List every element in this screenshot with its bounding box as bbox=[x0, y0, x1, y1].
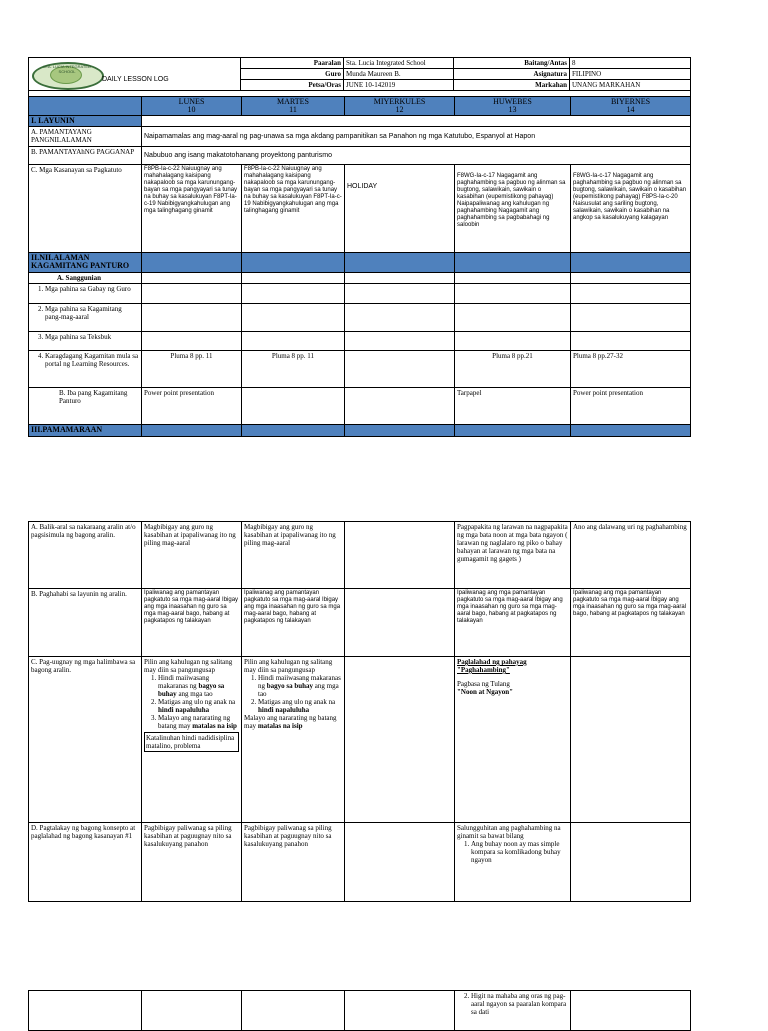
kasanayan-fri: F8WG-Ia-c-17 Nagagamit ang paghahambing sa pagbuo ng alinman sa bugtong, salawikain, sawikain o kasabihan (eupemistikong pahayag) F8PS-Ia-c-20 Naisusulat ang sariling bugtong, salawikain, sawikain o kasabihan na angkop sa kasalukuyang kalagayan bbox=[571, 165, 691, 253]
lesson-table-bottom bbox=[28, 990, 691, 1031]
paghahabi-label: B. Paghahabi sa layunin ng aralin. bbox=[29, 589, 142, 657]
balik-aral-mon: Magbibigay ang guro ng kasabihan at ipapaliwanag ito ng piling mag-aaral bbox=[142, 522, 242, 589]
item-emphasis: matalas na isip bbox=[257, 722, 303, 730]
empty-cell bbox=[242, 388, 345, 425]
pagtalakay-thu-cont bbox=[455, 991, 571, 1031]
empty-cell bbox=[571, 273, 691, 284]
pamantayang-pagganap-text: Nabubuo ang isang makatotohanang proyektong panturismo bbox=[142, 147, 691, 165]
empty-cell bbox=[345, 351, 455, 388]
empty-cell bbox=[345, 273, 455, 284]
item-text: ang mga tao bbox=[258, 682, 339, 698]
day-num: 12 bbox=[395, 105, 404, 114]
empty-cell bbox=[571, 284, 691, 304]
iba-pang-fri: Power point presentation bbox=[571, 388, 691, 425]
day-name: BIYERNES bbox=[610, 97, 651, 106]
nilalaman-heading: II.NILALAMAN KAGAMITANG PANTURO bbox=[29, 253, 142, 273]
empty-cell bbox=[345, 823, 455, 902]
pamamaraan-heading: III.PAMAMARAAN bbox=[29, 425, 142, 437]
kasanayan-wed: HOLIDAY bbox=[345, 165, 455, 253]
logo-cell bbox=[29, 58, 241, 91]
paaralan-label: Paaralan bbox=[241, 58, 344, 69]
item-emphasis: bagyo sa buhay bbox=[266, 682, 314, 690]
karagdagang-tue: Pluma 8 pp. 11 bbox=[242, 351, 345, 388]
empty-cell bbox=[571, 823, 691, 902]
balik-aral-thu: Pagpapakita ng larawan na nagpapakita ng mga bata noon at mga bata ngayon ( larawan ng naglalaro ng piko o bahay bahayan at larawan ng mga bata na gumagamit ng gagets ) bbox=[455, 522, 571, 589]
markahan-label: Markahan bbox=[454, 80, 570, 91]
empty-cell bbox=[455, 273, 571, 284]
markahan-value: UNANG MARKAHAN bbox=[570, 80, 691, 91]
empty-cell bbox=[29, 991, 142, 1031]
empty-cell bbox=[571, 304, 691, 332]
day-num: 13 bbox=[508, 105, 517, 114]
empty-cell bbox=[571, 991, 691, 1031]
gabay-guro-label bbox=[29, 284, 142, 304]
balik-aral-label: A. Balik-aral sa nakaraang aralin at/o pagsisimula ng bagong aralin. bbox=[29, 522, 142, 589]
iba-pang-kagamitan-label: B. Iba pang Kagamitang Panturo bbox=[29, 388, 142, 425]
empty-cell bbox=[345, 522, 455, 589]
pag-uugnay-line-3 bbox=[244, 714, 342, 730]
lesson-table-middle bbox=[28, 521, 691, 902]
pamantayang-nilalaman-label: A. PAMANTAYANG PANGNILALAMAN bbox=[29, 127, 142, 147]
baitang-value: 8 bbox=[570, 58, 691, 69]
sanggunian-label: A. Sanggunian bbox=[29, 273, 142, 284]
empty-cell bbox=[345, 284, 455, 304]
list-item: 4. Karagdagang Kagamitan mula sa portal ng Learning Resources. bbox=[45, 352, 139, 368]
pamamaraan-blank bbox=[455, 425, 571, 437]
pag-uugnay-label: C. Pag-uugnay ng mga halimbawa sa bagong aralin. bbox=[29, 657, 142, 823]
pag-uugnay-mon bbox=[142, 657, 242, 823]
list-item: 3. Mga pahina sa Teksbuk bbox=[45, 333, 139, 341]
empty-cell bbox=[242, 284, 345, 304]
day-header-fri bbox=[571, 97, 691, 116]
empty-cell bbox=[571, 657, 691, 823]
empty-cell bbox=[345, 304, 455, 332]
kasanayan-mon: F8PB-Ia-c-22 Naiuugnay ang mahahalagang kaisipang nakapaloob sa mga karunungang-bayan sa mga pangyayari sa tunay na buhay sa kasalukuyan F8PT-Ia-c-19 Nabibigyangkahulugan ang mga talinghagang ginamit bbox=[142, 165, 242, 253]
item-emphasis: hindi napaluluha bbox=[158, 706, 210, 714]
pamamaraan-blank bbox=[345, 425, 455, 437]
pamamaraan-blank bbox=[142, 425, 242, 437]
day-name: MIYERKULES bbox=[373, 97, 426, 106]
paglalahad-text: Paglalahad ng pahayag "Paghahambing" bbox=[457, 658, 527, 674]
empty-cell bbox=[571, 332, 691, 351]
empty-cell bbox=[455, 284, 571, 304]
iba-pang-mon: Power point presentation bbox=[142, 388, 242, 425]
empty-cell bbox=[455, 332, 571, 351]
empty-cell bbox=[345, 388, 455, 425]
school-logo-text: STA. LUCIA INTEGRATED SCHOOL bbox=[43, 64, 91, 74]
kasanayan-tue: F8PB-Ia-c-22 Naiuugnay ang mahahalagang kaisipang nakapaloob sa mga karunungang-bayan sa mga pangyayari sa tunay na buhay sa kasalukuyan F8PT-Ia-c-19 Nabibigyangkahulugan ang mga talinghagang ginamit bbox=[242, 165, 345, 253]
kasanayan-label: C. Mga Kasanayan sa Pagkatuto bbox=[29, 165, 142, 253]
empty-cell bbox=[142, 273, 242, 284]
list-item: 2. Higit na mahaba ang oras ng pag-aaral ngayon sa paaralan kompara sa dati bbox=[471, 992, 568, 1016]
day-header-thu bbox=[455, 97, 571, 116]
pamantayang-nilalaman-text: Naipamamalas ang mag-aaral ng pag-unawa sa mga akdang pampanitikan sa Panahon ng mga Katutubo, Espanyol at Hapon bbox=[142, 127, 691, 147]
guro-value: Munda Maureen B. bbox=[344, 69, 454, 80]
item-text: Matigas ang ulo ng anak na bbox=[158, 698, 236, 706]
guro-label: Guro bbox=[241, 69, 344, 80]
pamamaraan-blank bbox=[242, 425, 345, 437]
karagdagang-mon: Pluma 8 pp. 11 bbox=[142, 351, 242, 388]
day-header-tue bbox=[242, 97, 345, 116]
balik-aral-fri: Ano ang dalawang uri ng paghahambing bbox=[571, 522, 691, 589]
day-name: HUWEBES bbox=[493, 97, 532, 106]
item-text: Hindi maiiwasang makaranas ng bbox=[158, 674, 210, 690]
pamantayang-pagganap-label: B. PAMANTAYAhNG PAGGANAP bbox=[29, 147, 142, 165]
pagtalakay-thu bbox=[455, 823, 571, 902]
pag-uugnay-tue bbox=[242, 657, 345, 823]
karagdagang-thu: Pluma 8 pp.21 bbox=[455, 351, 571, 388]
list-item bbox=[158, 698, 239, 714]
empty-cell bbox=[142, 284, 242, 304]
petsa-label: Petsa/Oras bbox=[241, 80, 344, 91]
teksbuk-label bbox=[29, 332, 142, 351]
empty-cell bbox=[142, 332, 242, 351]
paghahabi-fri: Ipaliwanag ang mga pamantayan pagkatuto sa mga mag-aaral Ibigay ang mga inaasahan ng guro sa mga mag-aaral bago, habang at pagkatapos ng talakayan bbox=[571, 589, 691, 657]
lesson-table-top bbox=[28, 90, 691, 437]
empty-cell bbox=[142, 991, 242, 1031]
empty-cell bbox=[455, 304, 571, 332]
nilalaman-blank bbox=[345, 253, 455, 273]
list-item: 2. Mga pahina sa Kagamitang pang-mag-aaral bbox=[45, 305, 139, 321]
paghahabi-thu: Ipaliwanag ang mga pamantayan pagkatuto sa mga mag-aaral Ibigay ang mga inaasahan ng guro sa mga mag-aaral bago, habang at pagkatapos ng talakayan bbox=[455, 589, 571, 657]
day-name: MARTES bbox=[277, 97, 309, 106]
karagdagang-fri: Pluma 8 pp.27-32 bbox=[571, 351, 691, 388]
pagtalakay-label: D. Pagtalakay ng bagong konsepto at paglalahad ng bagong kasanayan #1 bbox=[29, 823, 142, 902]
empty-cell bbox=[242, 304, 345, 332]
list-item bbox=[258, 698, 342, 714]
item-emphasis: matalas na isip bbox=[192, 722, 237, 730]
paghahabi-mon: Ipaliwanag ang pamantayan pagkatuto sa mga mag-aaral Ibigay ang mga inaasahan ng guro sa mga mag-aaral bago, habang at pagkatapos ng talakayan bbox=[142, 589, 242, 657]
empty-cell bbox=[345, 589, 455, 657]
nilalaman-blank bbox=[242, 253, 345, 273]
header-table bbox=[28, 57, 691, 91]
day-num: 14 bbox=[626, 105, 635, 114]
empty-cell bbox=[242, 991, 345, 1031]
day-name: LUNES bbox=[178, 97, 205, 106]
kagamitang-pang-mag-aaral-label bbox=[29, 304, 142, 332]
pagtalakay-intro: Salungguhitan ang paghahambing na ginamit sa bawat bilang bbox=[457, 824, 561, 840]
item-text: Hindi maiiwasang makaranas ng bbox=[258, 674, 341, 690]
item-emphasis: bagyo sa buhay bbox=[158, 682, 225, 698]
item-emphasis: hindi napaluluha bbox=[258, 706, 310, 714]
iba-pang-thu: Tarpapel bbox=[455, 388, 571, 425]
paaralan-value: Sta. Lucia Integrated School bbox=[344, 58, 454, 69]
pag-uugnay-intro: Pilin ang kahulugan ng salitang may diin sa pangungusap bbox=[244, 658, 333, 674]
nilalaman-blank bbox=[571, 253, 691, 273]
asignatura-value: FILIPINO bbox=[570, 69, 691, 80]
list-item bbox=[158, 674, 239, 698]
pamamaraan-blank bbox=[571, 425, 691, 437]
pagtalakay-mon: Pagbibigay paliwanag sa piling kasabihan at paguugnay nito sa kasalukuyang panahon bbox=[142, 823, 242, 902]
day-header-mon bbox=[142, 97, 242, 116]
paghahabi-tue: Ipaliwanag ang pamantayan pagkatuto sa mga mag-aaral Ibigay ang mga inaasahan ng guro sa mga mag-aaral bago, habang at pagkatapos ng talakayan bbox=[242, 589, 345, 657]
day-num: 10 bbox=[187, 105, 196, 114]
pag-uugnay-intro: Pilin ang kahulugan ng salitang may diin sa pangungusap bbox=[144, 658, 233, 674]
kasanayan-thu: F8WG-Ia-c-17 Nagagamit ang paghahambing sa pagbuo ng alinman sa bugtong, salawikain, sawikain o kasabihan (eupemistikong pahayag) Naipapaliwanag ang kahulugan ng paghahambing Nagagamit ang paghahambing sa pagbabahagi ng saloobin bbox=[455, 165, 571, 253]
choices-box: Katalinuhan hindi nadidisiplina matalino, problema bbox=[144, 732, 239, 752]
empty-cell bbox=[345, 657, 455, 823]
pagbasa-text: Pagbasa ng Tulang bbox=[457, 680, 510, 688]
nilalaman-blank bbox=[142, 253, 242, 273]
nilalaman-blank bbox=[455, 253, 571, 273]
document-title: DAILY LESSON LOG bbox=[102, 76, 169, 83]
empty-cell bbox=[142, 304, 242, 332]
baitang-label: Baitang/Antas bbox=[454, 58, 570, 69]
item-text: Matigas ang ulo ng anak na bbox=[258, 698, 336, 706]
pag-uugnay-thu bbox=[455, 657, 571, 823]
item-text: Malayo ang nararating ng batang may bbox=[158, 714, 231, 730]
list-item bbox=[158, 714, 239, 730]
empty-cell bbox=[345, 991, 455, 1031]
item-text: ang mga tao bbox=[176, 690, 213, 698]
tula-title: "Noon at Ngayon" bbox=[457, 688, 513, 696]
list-item: 1. Mga pahina sa Gabay ng Guro bbox=[45, 285, 139, 293]
day-header-wed bbox=[345, 97, 455, 116]
list-item: 1. Ang buhay noon ay mas simple kompara sa komlikadong buhay ngayon bbox=[471, 840, 568, 864]
balik-aral-tue: Magbibigay ang guro ng kasabihan at ipapaliwanag ito ng piling mag-aaral bbox=[242, 522, 345, 589]
list-item bbox=[258, 674, 342, 698]
item-text: Malayo ang nararating ng batang may bbox=[244, 714, 337, 730]
petsa-value: JUNE 10-142019 bbox=[344, 80, 454, 91]
empty-cell bbox=[242, 273, 345, 284]
day-header-blank bbox=[29, 97, 142, 116]
pagtalakay-tue: Pagbibigay paliwanag sa piling kasabihan at paguugnay nito sa kasalukuyang panahon bbox=[242, 823, 345, 902]
asignatura-label: Asignatura bbox=[454, 69, 570, 80]
layunin-heading-blank bbox=[142, 116, 691, 127]
empty-cell bbox=[242, 332, 345, 351]
layunin-heading: I. LAYUNIN bbox=[29, 116, 142, 127]
empty-cell bbox=[345, 332, 455, 351]
karagdagang-kagamitan-label bbox=[29, 351, 142, 388]
day-num: 11 bbox=[289, 105, 297, 114]
